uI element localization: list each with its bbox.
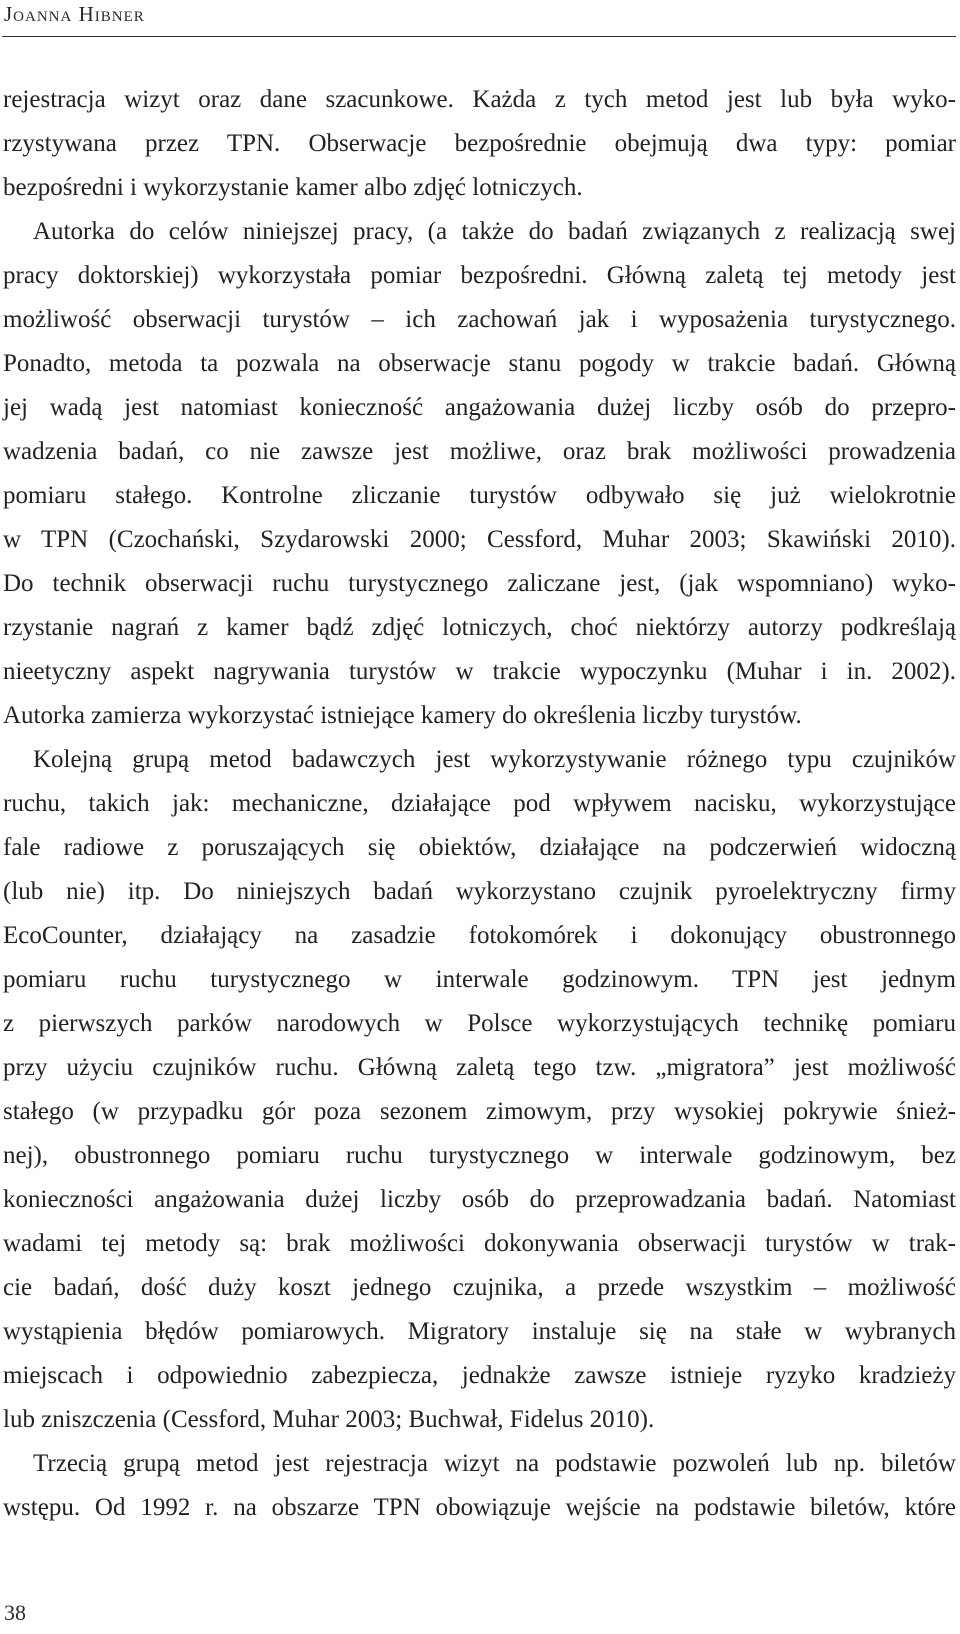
text-line: Autorka do celów niniejszej pracy, (a także do badań związanych z realizacją swej xyxy=(33,218,956,245)
text-line: rejestracja wizyt oraz dane szacunkowe. Każda z tych metod jest lub była wyko- xyxy=(3,86,956,113)
text-line: nieetyczny aspekt nagrywania turystów w trakcie wypoczynku (Muhar i in. 2002). xyxy=(3,658,956,685)
text-line: w TPN (Czochański, Szydarowski 2000; Cessford, Muhar 2003; Skawiński 2010). xyxy=(3,526,956,553)
text-line: rzystanie nagrań z kamer bądź zdjęć lotniczych, choć niektórzy autorzy podkreślają xyxy=(3,614,956,641)
text-line: Kolejną grupą metod badawczych jest wykorzystywanie różnego typu czujników xyxy=(33,746,956,773)
text-line: pomiaru stałego. Kontrolne zliczanie turystów odbywało się już wielokrotnie xyxy=(3,482,956,509)
paragraph-3 xyxy=(3,1442,956,1530)
paragraph-2 xyxy=(3,738,956,1442)
text-line: pracy doktorskiej) wykorzystała pomiar bezpośredni. Główną zaletą tej metody jest xyxy=(3,262,956,289)
text-line: jej wadą jest natomiast konieczność angażowania dużej liczby osób do przepro- xyxy=(3,394,956,421)
text-line: miejscach i odpowiednio zabezpiecza, jednakże zawsze istnieje ryzyko kradzieży xyxy=(3,1362,956,1389)
paragraph-1 xyxy=(3,78,956,738)
text-line: Trzecią grupą metod jest rejestracja wizyt na podstawie pozwoleń lub np. biletów xyxy=(33,1450,956,1477)
text-line: (lub nie) itp. Do niniejszych badań wykorzystano czujnik pyroelektryczny firmy xyxy=(3,878,956,905)
text-line: konieczności angażowania dużej liczby osób do przeprowadzania badań. Natomiast xyxy=(3,1186,956,1213)
header-rule xyxy=(2,36,956,37)
text-line: możliwość obserwacji turystów – ich zachowań jak i wyposażenia turystycznego. xyxy=(3,306,956,333)
text-line: z pierwszych parków narodowych w Polsce wykorzystujących technikę pomiaru xyxy=(3,1010,956,1037)
text-line: Do technik obserwacji ruchu turystycznego zaliczane jest, (jak wspomniano) wyko- xyxy=(3,570,956,597)
text-line: Autorka zamierza wykorzystać istniejące kamery do określenia liczby turystów. xyxy=(3,702,802,729)
running-head: Joanna Hibner xyxy=(4,2,145,26)
text-line: fale radiowe z poruszających się obiektów, działające na podczerwień widoczną xyxy=(3,834,956,861)
text-line: Ponadto, metoda ta pozwala na obserwacje stanu pogody w trakcie badań. Główną xyxy=(3,350,956,377)
text-line: lub zniszczenia (Cessford, Muhar 2003; Buchwał, Fidelus 2010). xyxy=(3,1406,655,1433)
text-line: bezpośredni i wykorzystanie kamer albo zdjęć lotniczych. xyxy=(3,174,583,201)
page-number: 38 xyxy=(4,1600,26,1625)
text-line: stałego (w przypadku gór poza sezonem zimowym, przy wysokiej pokrywie śnież- xyxy=(3,1098,956,1125)
text-line: wadami tej metody są: brak możliwości dokonywania obserwacji turystów w trak- xyxy=(3,1230,956,1257)
text-line: pomiaru ruchu turystycznego w interwale godzinowym. TPN jest jednym xyxy=(3,966,956,993)
text-line: cie badań, dość duży koszt jednego czujnika, a przede wszystkim – możliwość xyxy=(3,1274,956,1301)
text-line: rzystywana przez TPN. Obserwacje bezpośrednie obejmują dwa typy: pomiar xyxy=(3,130,956,157)
text-line: wstępu. Od 1992 r. na obszarze TPN obowiązuje wejście na podstawie biletów, które xyxy=(3,1494,956,1521)
body-text xyxy=(3,78,956,1530)
text-line: nej), obustronnego pomiaru ruchu turystycznego w interwale godzinowym, bez xyxy=(3,1142,956,1169)
text-line: przy użyciu czujników ruchu. Główną zaletą tego tzw. „migratora” jest możliwość xyxy=(3,1054,956,1081)
text-line: wadzenia badań, co nie zawsze jest możliwe, oraz brak możliwości prowadzenia xyxy=(3,438,956,465)
text-line: wystąpienia błędów pomiarowych. Migratory instaluje się na stałe w wybranych xyxy=(3,1318,956,1345)
text-line: EcoCounter, działający na zasadzie fotokomórek i dokonujący obustronnego xyxy=(3,922,956,949)
text-line: ruchu, takich jak: mechaniczne, działające pod wpływem nacisku, wykorzystujące xyxy=(3,790,956,817)
